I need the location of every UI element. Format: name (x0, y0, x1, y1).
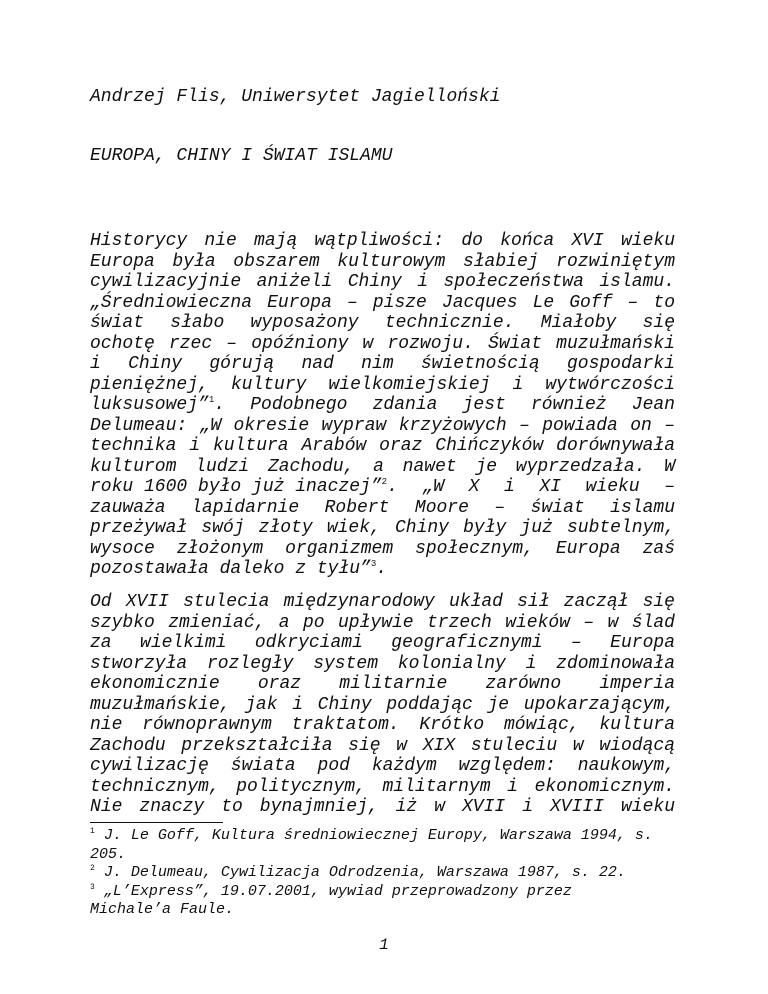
text-line (90, 395, 675, 416)
text-line: ochotę rzec – opóźniony w rozwoju. Świat muzułmański (90, 333, 675, 354)
text-line: pieniężnej, kultury wielkomiejskiej i wytwórczości (90, 374, 675, 395)
text-line: przeżywał swój złoty wiek, Chiny były już subtelnym, (90, 518, 675, 538)
footnote-separator (90, 822, 223, 823)
footnote-ref-2[interactable]: 2 (381, 477, 388, 487)
text-line: Delumeau: „W okresie wypraw krzyżowych – powiada on – (90, 415, 675, 436)
text-fragment: pozostawała daleko z tyłu” (90, 559, 371, 579)
text-line (90, 559, 675, 580)
document-title: EUROPA, CHINY I ŚWIAT ISLAMU (90, 146, 393, 166)
text-line (90, 477, 675, 498)
text-fragment: . Podobnego zdania jest również Jean (214, 395, 675, 415)
text-fragment: . „W X i XI wieku – (387, 477, 675, 497)
footnote-text: J. Le Goff, Kultura średniowiecznej Europy, Warszawa 1994, s. (103, 827, 653, 844)
footnote-1 (90, 827, 680, 846)
footnote-number: 1 (90, 827, 95, 836)
text-line: zauważa lapidarnie Robert Moore – świat islamu (90, 497, 675, 518)
text-line: za wielkimi odkryciami geograficznymi – Europa (90, 633, 675, 653)
text-line: Europa była obszarem kulturowym słabiej rozwiniętym (90, 251, 675, 272)
footnote-3-continued: Michale’a Faule. (90, 901, 235, 918)
footnote-2 (90, 864, 680, 883)
text-fragment: luksusowej” (90, 395, 209, 415)
text-line: Zachodu przekształciła się w XIX stuleciu w wiodącą (90, 735, 675, 756)
text-fragment: . (376, 559, 388, 579)
footnote-ref-1[interactable]: 1 (208, 395, 215, 405)
footnote-number: 2 (90, 864, 95, 873)
footnote-text: „L’Express”, 19.07.2001, wywiad przeprowadzony przez (103, 882, 572, 900)
text-fragment: roku 1600 było już inaczej” (90, 477, 382, 497)
text-line: i Chiny górują nad nim świetnością gospodarki (90, 354, 675, 374)
footnote-3 (90, 883, 680, 902)
footnote-ref-3[interactable]: 3 (370, 559, 377, 569)
text-line: świat słabo wyposażony technicznie. Miałoby się (90, 313, 675, 333)
text-line: technika i kultura Arabów oraz Chińczyków dorównywała (90, 436, 675, 456)
text-line: kulturom ludzi Zachodu, a nawet je wyprzedzała. W (90, 456, 675, 477)
text-line: ekonomicznie oraz militarnie zarówno imperia (90, 674, 675, 694)
author-line: Andrzej Flis, Uniwersytet Jagielloński (90, 87, 501, 107)
text-line: technicznym, politycznym, militarnym i ekonomicznym. (90, 776, 675, 797)
footnote-1-continued: 205. (90, 845, 127, 863)
text-line: Nie znaczy to bynajmniej, iż w XVII i XVIII wieku (90, 797, 675, 817)
paragraph-1 (90, 231, 675, 580)
text-line: cywilizację świata pod każdym względem: naukowym, (90, 756, 675, 776)
text-line: Od XVII stulecia międzynarodowy układ sił zaczął się (90, 592, 675, 612)
text-line: muzułmańskie, jak i Chiny poddając je upokarzającym, (90, 694, 675, 715)
text-line: nie równoprawnym traktatom. Krótko mówiąc, kultura (90, 715, 675, 735)
text-line: szybko zmieniać, a po upływie trzech wieków – w ślad (90, 612, 675, 633)
footnote-number: 3 (90, 882, 95, 892)
paragraph-2 (90, 592, 675, 818)
text-line: wysoce złożonym organizmem społecznym, Europa zaś (90, 538, 675, 559)
footnote-text: J. Delumeau, Cywilizacja Odrodzenia, Warszawa 1987, s. 22. (103, 864, 626, 881)
text-line: Historycy nie mają wątpliwości: do końca XVI wieku (90, 231, 675, 251)
footnotes (90, 827, 680, 920)
page-number: 1 (379, 936, 389, 954)
text-line: cywilizacyjnie aniżeli Chiny i społeczeństwa islamu. (90, 272, 675, 292)
text-line: stworzyła rozległy system kolonialny i zdominowała (90, 653, 675, 674)
text-line: „Średniowieczna Europa – pisze Jacques Le Goff – to (90, 292, 675, 313)
